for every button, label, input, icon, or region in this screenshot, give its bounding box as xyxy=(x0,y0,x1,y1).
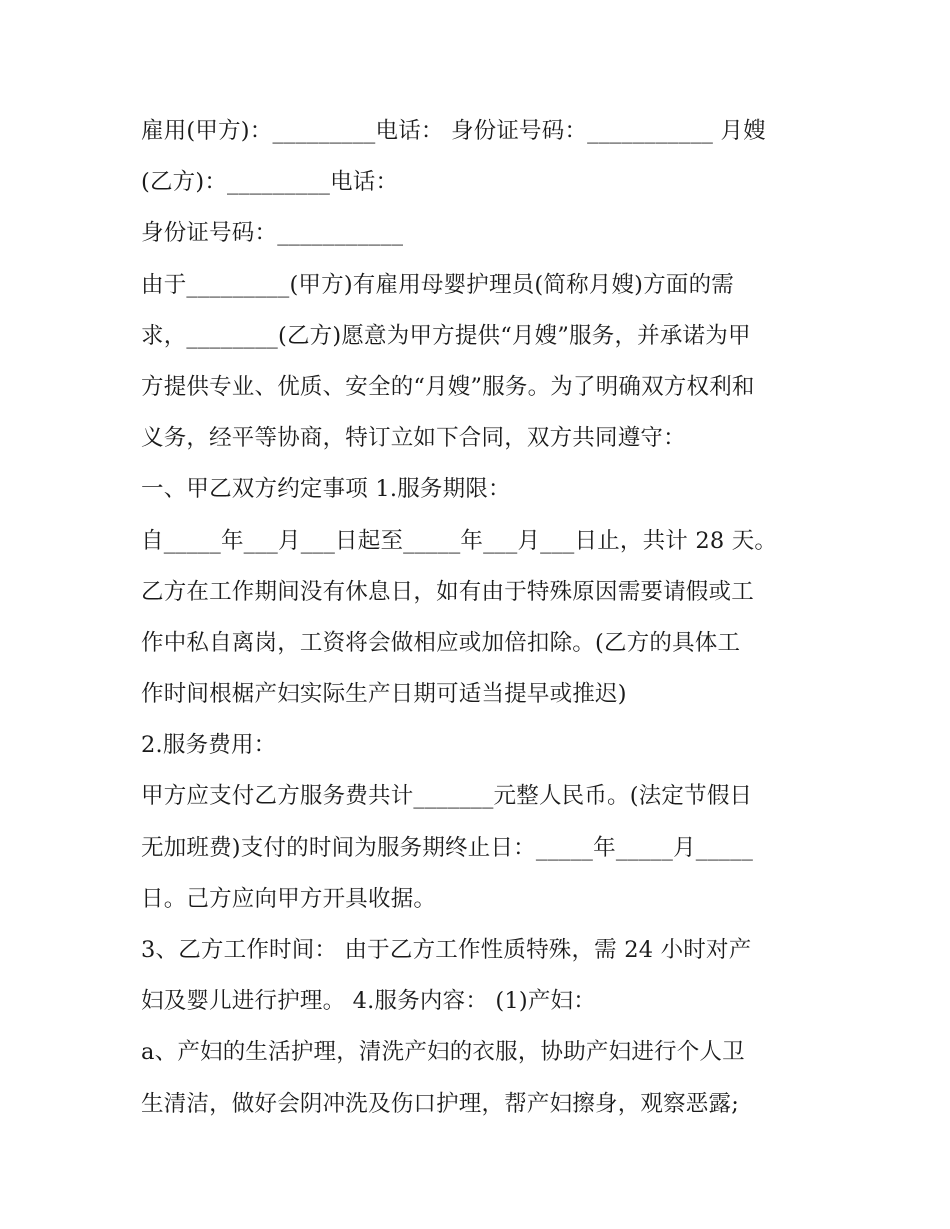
text-line: 雇用(甲方)：_________电话： 身份证号码：___________ 月嫂 xyxy=(141,118,766,144)
section-heading: 2.服务费用： xyxy=(141,732,277,759)
section-heading: 一、甲乙双方约定事项 1.服务期限： xyxy=(141,476,511,503)
text-line: 3、乙方工作时间： 由于乙方工作性质特殊，需 24 小时对产 xyxy=(141,937,752,963)
text-line: 作时间根椐产妇实际生产日期可适当提早或推迟) xyxy=(141,681,627,708)
text-line: 自_____年___月___日起至_____年___月___日止，共计 28 天。 xyxy=(141,527,778,554)
text-line: 日。己方应向甲方开具收据。 xyxy=(141,885,437,912)
text-line: (乙方)：_________电话： xyxy=(141,169,399,196)
text-line: 求，________(乙方)愿意为甲方提供“月嫂”服务，并承诺为甲 xyxy=(141,322,751,349)
text-line: 义务，经平等协商，特订立如下合同，双方共同遵守： xyxy=(141,425,686,452)
text-line: 妇及婴儿进行护理。 4.服务内容： (1)产妇： xyxy=(141,988,596,1015)
text-line: 生清洁，做好会阴冲洗及伤口护理，帮产妇擦身，观察恶露; xyxy=(141,1090,739,1117)
text-line: a、产妇的生活护理，清洗产妇的衣服，协助产妇进行个人卫 xyxy=(141,1039,745,1066)
text-line: 甲方应支付乙方服务费共计_______元整人民币。(法定节假日 xyxy=(141,783,753,810)
text-line: 乙方在工作期间没有休息日，如有由于特殊原因需要请假或工 xyxy=(141,578,754,605)
contract-body xyxy=(141,106,821,1130)
text-line: 方提供专业、优质、安全的“月嫂”服务。为了明确双方权利和 xyxy=(141,373,755,400)
text-line: 身份证号码：___________ xyxy=(141,220,404,247)
text-line: 无加班费)支付的时间为服务期终止日：_____年_____月_____ xyxy=(141,834,754,861)
text-line: 作中私自离岗，工资将会做相应或加倍扣除。(乙方的具体工 xyxy=(141,629,741,656)
text-line: 由于_________(甲方)有雇用母婴护理员(简称月嫂)方面的需 xyxy=(141,271,734,298)
